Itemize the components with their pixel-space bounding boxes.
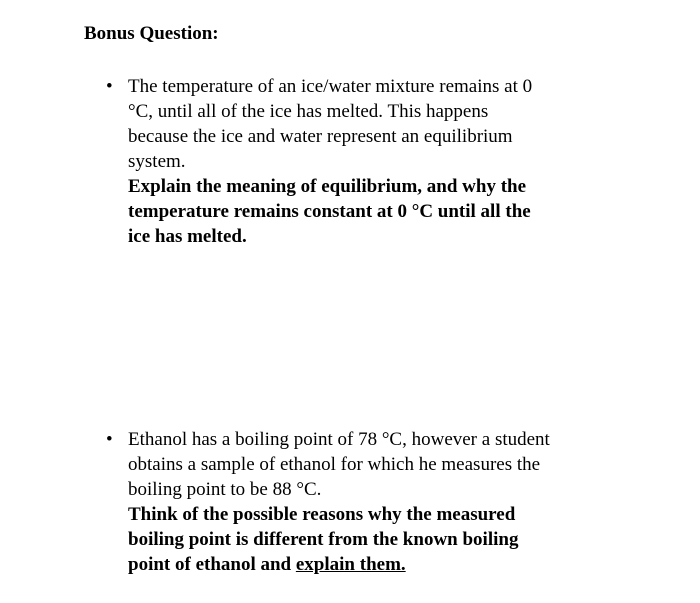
- question-2-task-text: point of ethanol and: [128, 554, 296, 575]
- question-2-statement-line: boiling point to be 88 °C.: [128, 479, 322, 500]
- question-2-task-line: [128, 552, 688, 577]
- question-1-task-line: temperature remains constant at 0 °C until all the: [128, 201, 531, 222]
- question-2-statement-line: Ethanol has a boiling point of 78 °C, however a student: [128, 429, 550, 450]
- question-1-statement-line: °C, until all of the ice has melted. This happens: [128, 101, 489, 122]
- question-1-statement-line: system.: [128, 151, 186, 172]
- page-title: Bonus Question:: [84, 23, 219, 44]
- question-2-statement-line: obtains a sample of ethanol for which he measures the: [128, 454, 541, 475]
- question-1: [106, 74, 688, 249]
- question-1-task-line: ice has melted.: [128, 226, 247, 247]
- question-1-statement-line: The temperature of an ice/water mixture remains at 0: [128, 76, 533, 97]
- question-2: [106, 427, 688, 577]
- explain-them-emphasis: explain them.: [295, 554, 406, 575]
- bullet-icon: •: [106, 76, 113, 97]
- bullet-icon: •: [106, 429, 113, 450]
- question-2-task-line: Think of the possible reasons why the measured: [128, 504, 516, 525]
- question-1-task-line: Explain the meaning of equilibrium, and why the: [128, 176, 527, 197]
- question-2-task-line: boiling point is different from the known boiling: [128, 529, 519, 550]
- question-1-statement-line: because the ice and water represent an equilibrium: [128, 126, 513, 147]
